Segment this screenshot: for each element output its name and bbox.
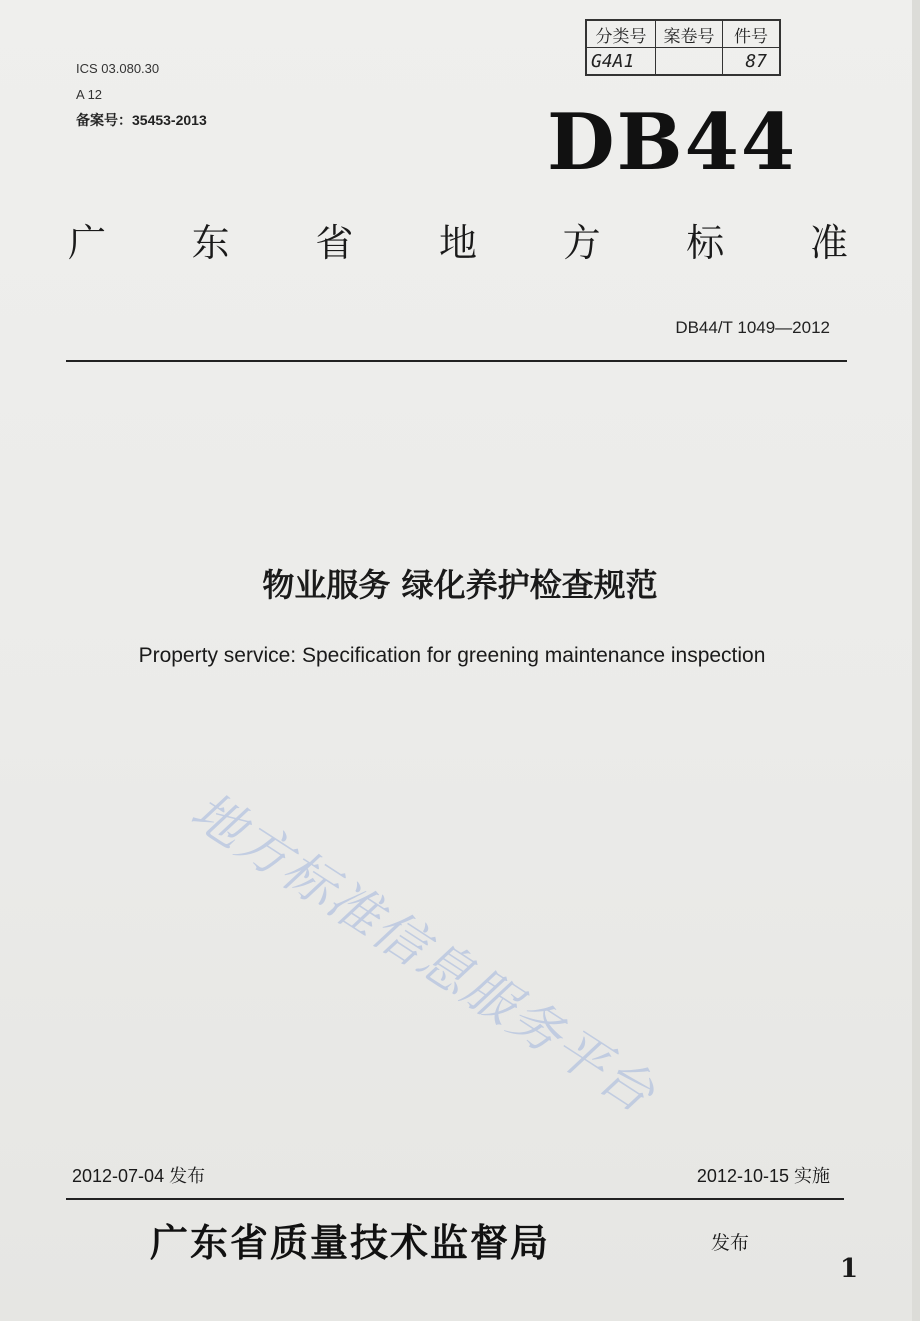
standard-type-char: 标 xyxy=(686,221,725,265)
standard-type-char: 地 xyxy=(438,221,477,265)
top-divider xyxy=(66,360,847,362)
standard-type-title xyxy=(68,212,848,267)
standard-number: DB44/T 1049—2012 xyxy=(675,318,830,337)
archive-value-category: G4A1 xyxy=(587,48,656,75)
page-number: 1 xyxy=(840,1254,859,1284)
document-title-cn: 物业服务 绿化养护检查规范 xyxy=(262,566,658,604)
bottom-divider xyxy=(66,1198,844,1200)
issuer-name: 广东省质量技术监督局 xyxy=(150,1220,551,1265)
standard-type-char: 东 xyxy=(191,221,230,265)
archive-header-volume: 案卷号 xyxy=(656,21,723,48)
db-code: DB44 xyxy=(547,97,798,188)
standard-type-char: 方 xyxy=(562,221,601,265)
document-title-en: Property service: Specification for greening maintenance inspection xyxy=(138,644,766,667)
record-number: 备案号：35453-2013 xyxy=(76,112,207,128)
archive-header-item: 件号 xyxy=(723,21,780,48)
archive-header-category: 分类号 xyxy=(587,21,656,48)
ccs-code: A 12 xyxy=(76,87,103,102)
ics-code: ICS 03.080.30 xyxy=(76,61,160,76)
archive-value-volume xyxy=(656,48,723,75)
issuer-suffix: 发布 xyxy=(711,1232,750,1254)
watermark: 地方标准信息服务平台 xyxy=(180,780,666,1126)
issue-date: 2012-07-04 发布 xyxy=(72,1166,206,1186)
standard-type-char: 准 xyxy=(809,221,848,265)
page-edge xyxy=(912,0,920,1321)
standard-type-char: 省 xyxy=(315,221,354,265)
standard-type-char: 广 xyxy=(68,221,107,265)
archive-value-item: 87 xyxy=(723,48,780,75)
implementation-date: 2012-10-15 实施 xyxy=(696,1166,830,1186)
archive-stamp-box xyxy=(585,19,781,76)
